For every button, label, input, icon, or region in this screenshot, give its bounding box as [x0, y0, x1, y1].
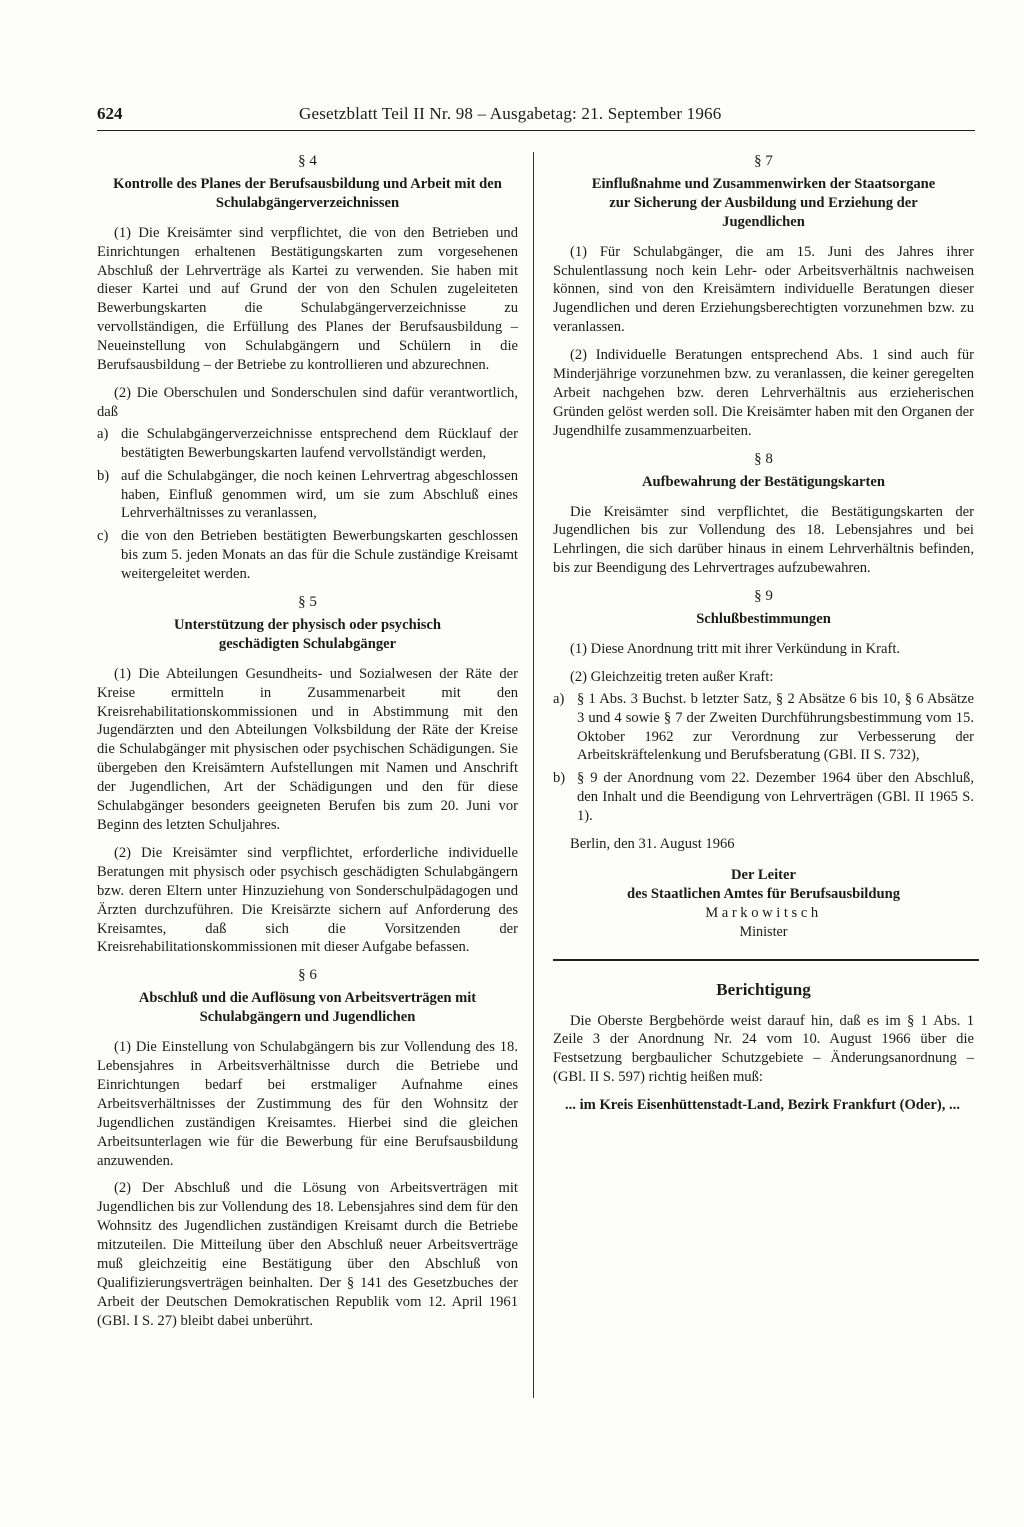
section-6-paragraph-1: (1) Die Einstellung von Schulabgängern bis zur Vollendung des 18. Lebensjahres in Arbeitsverhältnisse durch die Betriebe und Einrichtungen bedarf bei erstmaliger Aufnahme eines Arbeitsverhältnisses der Zustimmung des für den Wohnsitz der Jugendlichen zuständigen Kreisamtes. Hierbei sind die gleichen Arbeitsunterlagen wie für die Bewerbung für eine Berufsausbildung anzuwenden.: [97, 1039, 518, 1169]
section-4-title: Kontrolle des Planes der Berufsausbildung und Arbeit mit den Schulabgängerverzeichnissen: [113, 175, 502, 211]
list-item-text: auf die Schulabgänger, die noch keinen Lehrvertrag abgeschlossen haben, Einfluß genommen wird, um sie zum Abschluß eines Lehrverhältnisses zu veranlassen,: [121, 467, 518, 522]
correction-quote: ... im Kreis Eisenhüttenstadt-Land, Bezirk Frankfurt (Oder), ...: [565, 1097, 960, 1114]
section-8-number: § 8: [754, 450, 773, 467]
signature-name: Markowitsch: [705, 904, 822, 921]
list-item-text: § 9 der Anordnung vom 22. Dezember 1964 über den Abschluß, den Inhalt und die Beendigung von Lehrverträgen (GBl. II 1965 S. 1).: [577, 770, 974, 825]
section-7-number: § 7: [754, 153, 773, 169]
page-header: [97, 100, 975, 131]
section-4-paragraph-2: (2) Die Oberschulen und Sonderschulen sind dafür verantwortlich, daß: [97, 384, 518, 420]
section-5-paragraph-1: (1) Die Abteilungen Gesundheits- und Sozialwesen der Räte der Kreise ermitteln in Zusammenarbeit mit den Kreisrehabilitationskommissionen und in Abstimmung mit den Jugendärzten und den Abteilungen Volksbildung der Räte der Kreise die Schulabgänger mit physischen oder psychischen Schädigungen. Sie übergeben den Kreisämtern Aufstellungen mit Namen und Anschrift der Jugendlichen, Art der Schädigungen und den für diese Schulabgänger besonders geeigneten Berufen bis zum 20. Juni vor Beginn des letzten Schuljahres.: [97, 665, 518, 833]
section-5-title: Unterstützung der physisch oder psychisch geschädigten Schulabgänger: [173, 616, 442, 652]
signature-org-line-1: Der Leiter: [731, 867, 796, 883]
list-item-text: § 1 Abs. 3 Buchst. b letzter Satz, § 2 Absätze 6 bis 10, § 6 Absätze 3 und 4 sowie § 7 der Zweiten Durchführungsbestimmung vom 15. Oktober 1962 zur Verordnung zur Verbesserung der Arbeitskräftelenkung und Berufsberatung (GBl. II S. 732),: [577, 690, 974, 764]
section-5-number: § 5: [298, 594, 317, 611]
left-column: [97, 150, 518, 1340]
column-divider: [533, 152, 534, 1398]
signature-place-date: Berlin, den 31. August 1966: [570, 836, 735, 853]
list-item: [97, 467, 518, 524]
section-4-list: [97, 425, 518, 584]
list-item-text: die von den Betrieben bestätigten Bewerbungskarten geschlossen bis zum 5. jeden Monats an das für die Schule zuständige Kreisamt weitergeleitet werden.: [121, 528, 518, 583]
page-number: 624: [97, 104, 123, 123]
section-4-paragraph-1: (1) Die Kreisämter sind verpflichtet, die von den Betrieben und Einrichtungen erhaltenen Bestätigungskarten zum vorgesehenen Abschluß der Lehrverträge als Kartei zu verwenden. Sie haben mit dieser Kartei und auf Grund der von den Schulen zugeleiteten Bewerbungskarten die Schulabgängerverzeichnisse zu vervollständigen, die Erfüllung des Planes der Berufsausbildung – Neueinstellung von Schulabgängern und Schülern in die Berufsausbildung – der Betriebe zu kontrollieren und abzurechnen.: [97, 224, 518, 374]
section-divider-rule: [553, 959, 979, 961]
signature-org-line-2: des Staatlichen Amtes für Berufsausbildung: [627, 885, 900, 902]
list-item-label: b): [97, 467, 110, 484]
signature-role: Minister: [739, 923, 788, 940]
list-item-label: a): [97, 425, 109, 442]
section-6-title: Abschluß und die Auflösung von Arbeitsverträgen mit Schulabgängern und Jugendlichen: [138, 990, 477, 1026]
section-7-paragraph-2: (2) Individuelle Beratungen entsprechend Abs. 1 sind auch für Minderjährige vorzunehmen bzw. zu veranlassen, die keiner geregelten Arbeit nachgehen bzw. deren Lehrverhältnis aus erzieherischen Gründen gelöst werden soll. Die Kreisämter haben mit den Organen der Jugendhilfe zusammenzuarbeiten.: [553, 347, 974, 439]
correction-body: Die Oberste Bergbehörde weist darauf hin, daß es im § 1 Abs. 1 Zeile 3 der Anordnung Nr. 24 vom 10. August 1966 über die Festsetzung bergbaulicher Schutzgebiete – Änderungsanordnung – (GBl. II S. 597) richtig heißen muß:: [553, 1012, 974, 1086]
right-column: [553, 150, 974, 1124]
correction-title: Berichtigung: [716, 979, 811, 999]
section-7-title: Einflußnahme und Zusammenwirken der Staatsorgane zur Sicherung der Ausbildung und Erziehung der Jugendlichen: [591, 175, 936, 230]
list-item-label: a): [553, 690, 565, 707]
list-item-label: c): [97, 528, 109, 545]
section-9-list: [553, 690, 974, 826]
running-title: Gesetzblatt Teil II Nr. 98 – Ausgabetag: 21. September 1966: [299, 104, 722, 123]
section-9-paragraph-1: (1) Diese Anordnung tritt mit ihrer Verkündung in Kraft.: [570, 640, 901, 657]
section-7-paragraph-1: (1) Für Schulabgänger, die am 15. Juni des Jahres ihrer Schulentlassung noch kein Lehr- oder Arbeitsverhältnis nachweisen können, sind von den Kreisämtern individuelle Beratungen dieser Jugendlichen und deren Erziehungsberechtigten vorzunehmen bzw. zu veranlassen.: [553, 243, 974, 336]
section-4-number: § 4: [298, 153, 317, 169]
list-item: [97, 527, 518, 584]
section-6-number: § 6: [298, 967, 317, 984]
section-8-paragraph-1: Die Kreisämter sind verpflichtet, die Bestätigungskarten der Jugendlichen bis zur Vollendung des 18. Lebensjahres und bei Lehrlingen, die sich darüber hinaus in einem Lehrverhältnis befinden, bis zur Beendigung des Lehrvertrages aufzubewahren.: [553, 503, 974, 577]
section-9-number: § 9: [754, 588, 773, 605]
list-item: [553, 690, 974, 766]
section-9-title: Schlußbestimmungen: [696, 611, 831, 628]
section-9-paragraph-2: (2) Gleichzeitig treten außer Kraft:: [570, 668, 774, 685]
section-6-paragraph-2: (2) Der Abschluß und die Lösung von Arbeitsverträgen mit Jugendlichen bis zur Vollendung des 18. Lebensjahres sind dem für den Wohnsitz des Jugendlichen zuständigen Kreisamt durch die Betriebe mitzuteilen. Die Mitteilung über den Abschluß neuer Arbeitsverträge muß gleichzeitig eine Bestätigung über den Abschluß von Qualifizierungsverträgen beinhalten. Der § 141 des Gesetzbuches der Arbeit der Deutschen Demokratischen Republik vom 12. April 1961 (GBl. I S. 27) bleibt dabei unberührt.: [97, 1180, 518, 1329]
list-item: [553, 769, 974, 826]
list-item-label: b): [553, 770, 566, 787]
section-5-paragraph-2: (2) Die Kreisämter sind verpflichtet, erforderliche individuelle Beratungen mit physisch oder psychisch geschädigten Schulabgängern bzw. deren Eltern unter Hinzuziehung von Sonderschulpädagogen und Ärzten durchzuführen. Die Kreisärzte sichern auf Anforderung des Kreisamtes, daß sich die Vorsitzenden der Kreisrehabilitationskommissionen mit dieser Aufgabe befassen.: [97, 844, 518, 956]
section-8-title: Aufbewahrung der Bestätigungskarten: [642, 473, 885, 490]
list-item-text: die Schulabgängerverzeichnisse entsprechend dem Rücklauf der bestätigten Bewerbungskarten laufend vervollständigt werden,: [121, 425, 518, 461]
signature-block: [553, 866, 974, 942]
list-item: [97, 425, 518, 463]
